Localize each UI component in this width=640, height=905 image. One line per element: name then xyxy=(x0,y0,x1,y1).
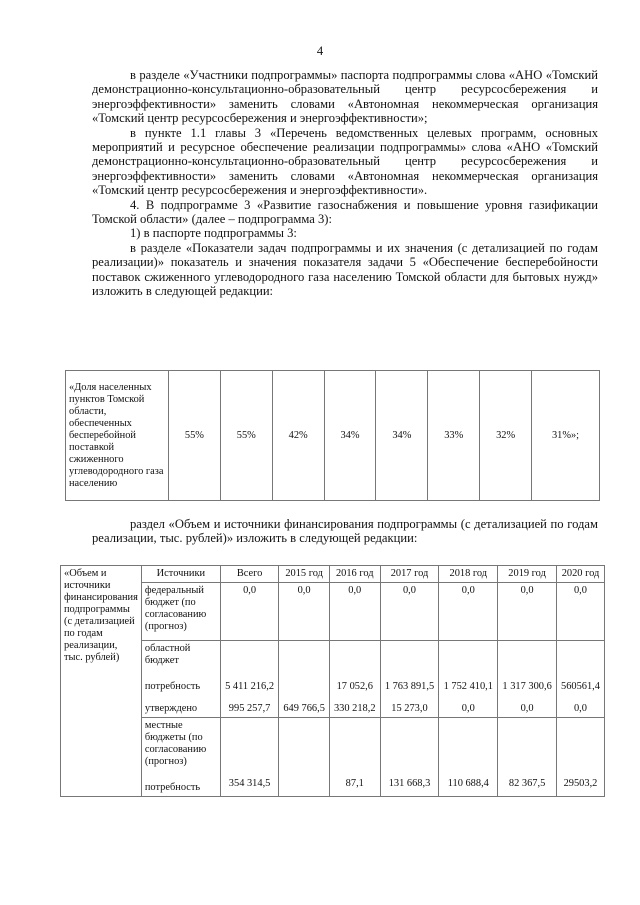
need-value: 1 763 891,5 xyxy=(384,681,435,692)
paragraph: в разделе «Участники подпрограммы» паспорта подпрограммы слова «АНО «Томский демонстрационно-консультационно-образовательный центр ресурсосбережения и энергоэффективности» заменить словами «Автономная некоммерческая организация «Томский центр ресурсосбережения и энергоэффективности»; xyxy=(92,68,598,126)
row-label: «Объем и источники финансирования подпрограммы (с детализацией по годам реализации, тыс. рублей) xyxy=(61,566,142,797)
need-value: 5 411 216,2 xyxy=(225,681,275,692)
need-value: 560561,4 xyxy=(561,681,600,692)
cell: 29503,2 xyxy=(556,718,604,797)
need-label: потребность xyxy=(144,782,201,793)
page-number: 4 xyxy=(316,44,324,58)
cell: 0,0 xyxy=(220,583,278,641)
cell: 0,0 xyxy=(439,583,498,641)
need-value xyxy=(282,681,326,693)
approved-value: 15 273,0 xyxy=(391,703,428,714)
cell: 354 314,5 xyxy=(220,718,278,797)
need-label: потребность xyxy=(144,681,201,692)
indicator-value: 32% xyxy=(480,371,532,501)
cell: 82 367,5 xyxy=(498,718,557,797)
paragraph: 4. В подпрограмме 3 «Развитие газоснабжения и повышение уровня газификации Томской области» (далее – подпрограмма 3): xyxy=(92,197,598,227)
approved-value: 0,0 xyxy=(520,703,534,714)
local-label: местные бюджеты (по согласованию (прогноз) xyxy=(144,720,207,767)
document-body-2 xyxy=(92,517,598,546)
table-row xyxy=(61,641,605,718)
approved-value: 649 766,5 xyxy=(283,703,325,714)
cell: 0,0 xyxy=(279,583,330,641)
indicator-value: 34% xyxy=(376,371,428,501)
indicator-table xyxy=(65,370,600,501)
approved-value: 0,0 xyxy=(461,703,475,714)
document-body xyxy=(92,68,598,299)
paragraph: в пункте 1.1 главы 3 «Перечень ведомственных целевых программ, основных мероприятий и ресурсное обеспечение реализации подпрограммы» слова «АНО «Томский демонстрационно-консультационно-образовательный центр ресурсосбережения и энергоэффективности» заменить словами «Автономная некоммерческая организация «Томский центр ресурсосбережения и энергоэффективности». xyxy=(92,125,598,198)
approved-value: 330 218,2 xyxy=(333,703,376,714)
column-header: 2016 год xyxy=(329,566,380,583)
approved-label: утверждено xyxy=(144,703,198,714)
cell: 0,0 xyxy=(498,583,557,641)
indicator-value: 31%»; xyxy=(532,371,600,501)
source-label: федеральный бюджет (по согласованию (прогноз) xyxy=(141,583,220,641)
need-value: 17 052,6 xyxy=(336,681,373,692)
column-header: 2020 год xyxy=(556,566,604,583)
indicator-label: «Доля населенных пунктов Томской области, обеспеченных бесперебойной поставкой сжиженного углеводородного газа населению xyxy=(66,371,169,501)
table-header-row xyxy=(61,566,605,583)
regional-label: областной бюджет xyxy=(144,643,191,666)
cell xyxy=(279,641,330,718)
cell: 0,0 xyxy=(556,583,604,641)
cell: 87,1 xyxy=(329,718,380,797)
cell xyxy=(329,641,380,718)
cell xyxy=(498,641,557,718)
need-value: 1 317 300,6 xyxy=(502,681,552,692)
cell: 110 688,4 xyxy=(439,718,498,797)
column-header: 2019 год xyxy=(498,566,557,583)
paragraph: 1) в паспорте подпрограммы 3: xyxy=(130,226,297,241)
indicator-value: 34% xyxy=(324,371,376,501)
column-header: 2018 год xyxy=(439,566,498,583)
indicator-value: 33% xyxy=(428,371,480,501)
cell: 0,0 xyxy=(329,583,380,641)
column-header: 2017 год xyxy=(380,566,439,583)
need-value: 1 752 410,1 xyxy=(443,681,493,692)
table-row xyxy=(61,718,605,797)
column-header: Источники xyxy=(141,566,220,583)
source-label xyxy=(141,641,220,718)
cell: 0,0 xyxy=(380,583,439,641)
column-header: 2015 год xyxy=(279,566,330,583)
table-row xyxy=(61,583,605,641)
financing-table xyxy=(60,565,605,797)
column-header: Всего xyxy=(220,566,278,583)
cell xyxy=(439,641,498,718)
approved-value: 0,0 xyxy=(573,703,587,714)
indicator-value: 55% xyxy=(169,371,221,501)
cell: 131 668,3 xyxy=(380,718,439,797)
indicator-value: 42% xyxy=(272,371,324,501)
cell xyxy=(380,641,439,718)
paragraph: в разделе «Показатели задач подпрограммы и их значения (с детализацией по годам реализации)» показатель и значения показателя задачи 5 «Обеспечение бесперебойности поставок сжиженного углеводородного газа населению Томской области для бытовых нужд» изложить в следующей редакции: xyxy=(92,240,598,299)
cell xyxy=(220,641,278,718)
approved-value: 995 257,7 xyxy=(228,703,271,714)
cell xyxy=(556,641,604,718)
source-label xyxy=(141,718,220,797)
indicator-value: 55% xyxy=(220,371,272,501)
cell xyxy=(279,718,330,797)
paragraph: раздел «Объем и источники финансирования подпрограммы (с детализацией по годам реализации, тыс. рублей)» изложить в следующей редакции: xyxy=(92,517,598,546)
